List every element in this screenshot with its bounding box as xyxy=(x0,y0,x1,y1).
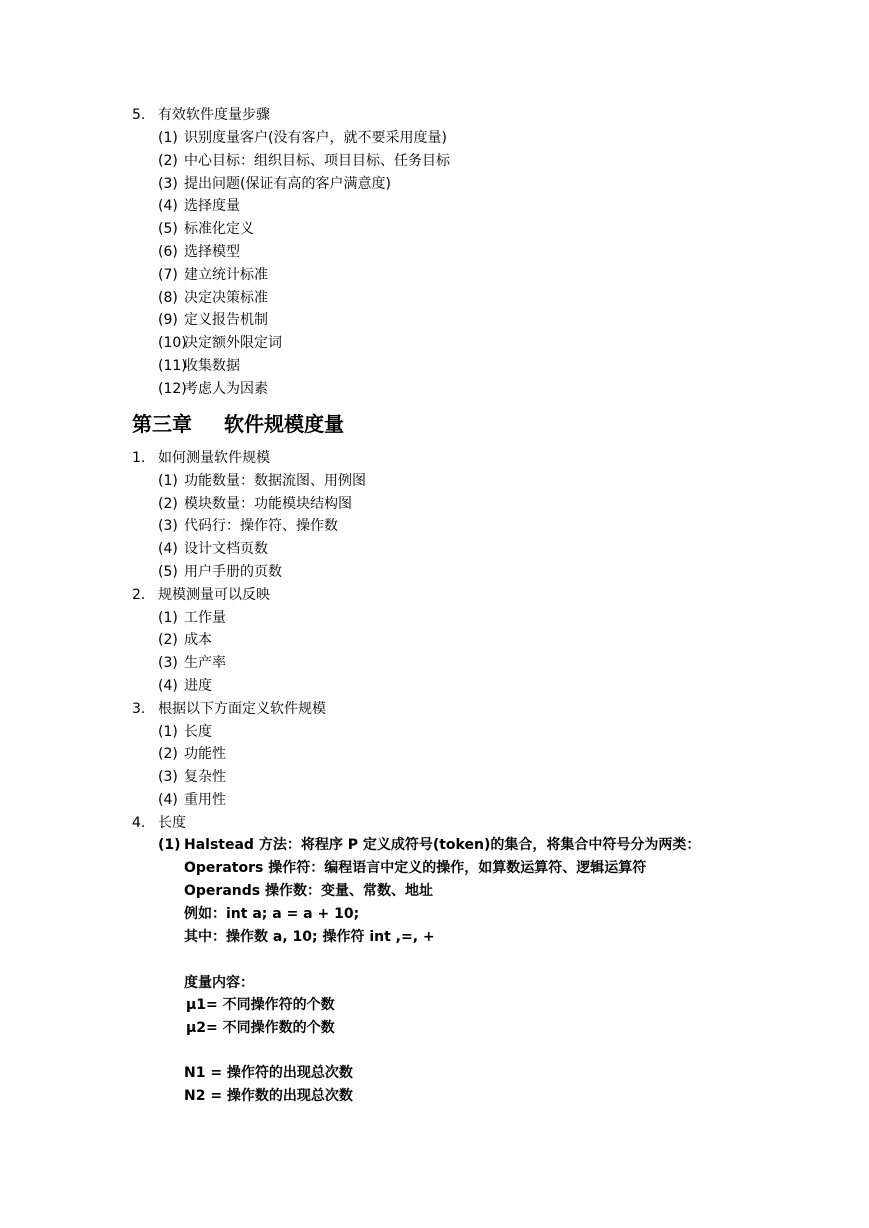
list-number: (1) xyxy=(158,610,178,626)
chapter-heading xyxy=(132,410,344,438)
list-text: 识别度量客户(没有客户，就不要采用度量) xyxy=(184,130,447,146)
list-text: 提出问题(保证有高的客户满意度) xyxy=(184,176,391,192)
operators-definition: Operators 操作符：编程语言中定义的操作，如算数运算符、逻辑运算符 xyxy=(184,860,647,876)
mu1-definition: μ1= 不同操作符的个数 xyxy=(186,997,335,1013)
list-number: (1) xyxy=(158,130,178,146)
list-number: (7) xyxy=(158,267,178,283)
list-number: (3) xyxy=(158,518,178,534)
list-text: 长度 xyxy=(184,724,212,740)
list-text: 成本 xyxy=(184,632,212,648)
list-text: 长度 xyxy=(158,815,186,831)
list-number: (2) xyxy=(158,746,178,762)
mu2-definition: μ2= 不同操作数的个数 xyxy=(186,1020,335,1036)
list-number: (1) xyxy=(158,473,178,489)
n1-definition: N1 = 操作符的出现总次数 xyxy=(184,1065,353,1081)
example-explanation: 其中：操作数 a, 10; 操作符 int ,=, + xyxy=(184,929,435,945)
code-example: 例如：int a; a = a + 10; xyxy=(184,906,360,922)
list-text: 设计文档页数 xyxy=(184,541,268,557)
operands-definition: Operands 操作数：变量、常数、地址 xyxy=(184,883,433,899)
list-number: (1) xyxy=(158,724,178,740)
list-number: (3) xyxy=(158,769,178,785)
list-text: 标准化定义 xyxy=(184,221,254,237)
list-number: (12) xyxy=(158,381,187,397)
halstead-intro: Halstead 方法：将程序 P 定义成符号(token)的集合，将集合中符号分为两类： xyxy=(184,837,701,853)
chapter-title: 软件规模度量 xyxy=(224,412,344,436)
list-number: 1. xyxy=(132,450,146,466)
list-text: 用户手册的页数 xyxy=(184,564,282,580)
list-number: (5) xyxy=(158,564,178,580)
list-text: 代码行：操作符、操作数 xyxy=(184,518,338,534)
list-number: (8) xyxy=(158,290,178,306)
list-text: 中心目标：组织目标、项目目标、任务目标 xyxy=(184,153,450,169)
list-number: (9) xyxy=(158,312,178,328)
list-text: 考虑人为因素 xyxy=(184,381,268,397)
list-text: 选择模型 xyxy=(184,244,240,260)
list-text: 工作量 xyxy=(184,610,226,626)
list-text: 决定决策标准 xyxy=(184,290,268,306)
list-text: 进度 xyxy=(184,678,212,694)
list-text: 复杂性 xyxy=(184,769,226,785)
list-text: 功能数量：数据流图、用例图 xyxy=(184,473,366,489)
list-text: 选择度量 xyxy=(184,198,240,214)
list-number: (10) xyxy=(158,335,187,351)
list-text: 功能性 xyxy=(184,746,226,762)
list-number: (4) xyxy=(158,198,178,214)
list-number: 4. xyxy=(132,815,146,831)
list-number: (11) xyxy=(158,358,187,374)
n2-definition: N2 = 操作数的出现总次数 xyxy=(184,1088,353,1104)
list-text: 建立统计标准 xyxy=(184,267,268,283)
list-text: 模块数量：功能模块结构图 xyxy=(184,496,352,512)
list-number: 3. xyxy=(132,701,146,717)
list-text: 收集数据 xyxy=(184,358,240,374)
list-number: 5. xyxy=(132,107,146,123)
list-number: 2. xyxy=(132,587,146,603)
list-text: 重用性 xyxy=(184,792,226,808)
list-number: (2) xyxy=(158,153,178,169)
list-number: (4) xyxy=(158,541,178,557)
list-text: 如何测量软件规模 xyxy=(158,450,270,466)
list-text: 决定额外限定词 xyxy=(184,335,282,351)
sub-number: (1) xyxy=(158,837,181,853)
list-text: 根据以下方面定义软件规模 xyxy=(158,701,326,717)
chapter-label: 第三章 xyxy=(132,412,192,436)
list-text: 生产率 xyxy=(184,655,226,671)
list-number: (4) xyxy=(158,678,178,694)
list-number: (2) xyxy=(158,496,178,512)
list-number: (3) xyxy=(158,655,178,671)
list-text: 定义报告机制 xyxy=(184,312,268,328)
list-number: (4) xyxy=(158,792,178,808)
list-number: (5) xyxy=(158,221,178,237)
measure-title: 度量内容： xyxy=(184,975,254,991)
list-text: 规模测量可以反映 xyxy=(158,587,270,603)
list-number: (3) xyxy=(158,176,178,192)
list-title: 有效软件度量步骤 xyxy=(158,107,270,123)
list-number: (2) xyxy=(158,632,178,648)
list-number: (6) xyxy=(158,244,178,260)
